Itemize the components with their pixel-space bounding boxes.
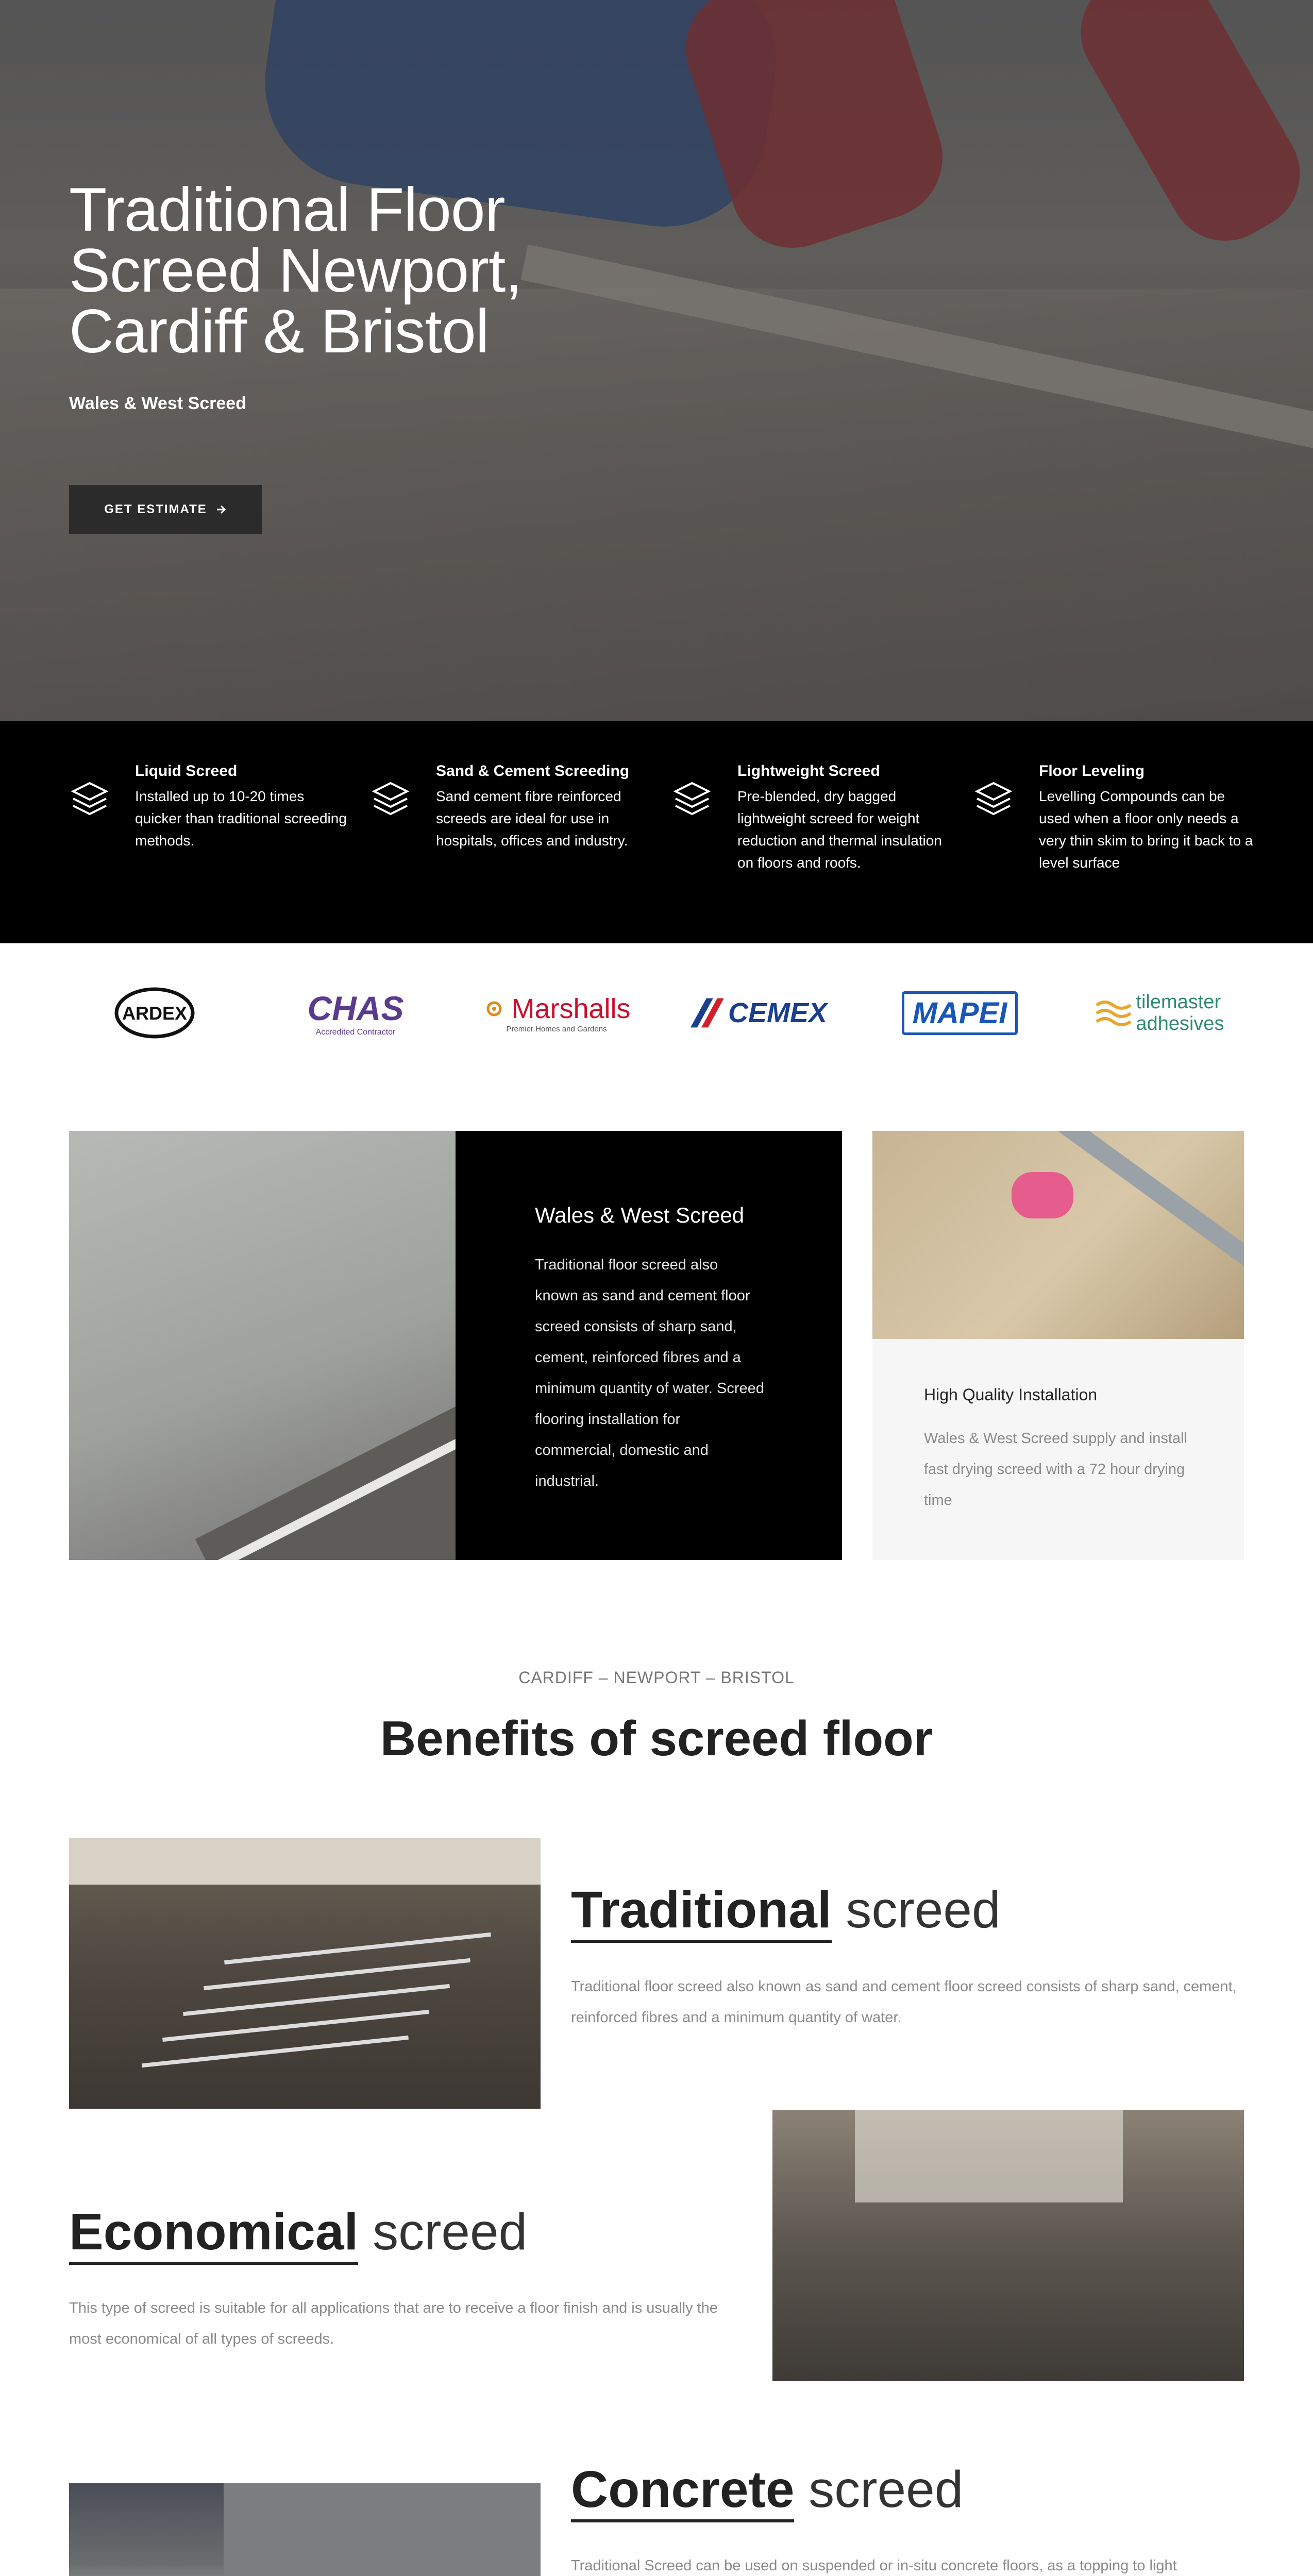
tilemaster-text-1: tilemaster bbox=[1136, 991, 1221, 1013]
services-strip bbox=[0, 721, 1313, 943]
service-title: Floor Leveling bbox=[1039, 762, 1145, 779]
service-desc: Sand cement fibre reinforced screeds are ideal for use in hospitals, offices and industry. bbox=[436, 788, 628, 849]
layers-icon bbox=[69, 778, 110, 819]
partner-logos bbox=[0, 943, 1313, 1067]
arrow-right-icon bbox=[215, 504, 227, 515]
quality-photo bbox=[872, 1131, 1244, 1339]
economical-heading bbox=[69, 2202, 527, 2262]
layers-icon bbox=[973, 778, 1014, 819]
quality-photo-straightedge bbox=[1049, 1131, 1244, 1294]
heading-thin: screed bbox=[373, 2203, 528, 2261]
layers-icon bbox=[671, 778, 713, 819]
hero-subtitle: Wales & West Screed bbox=[69, 394, 246, 413]
tilemaster-text-2: adhesives bbox=[1136, 1013, 1224, 1035]
marshalls-logo-text: Marshalls bbox=[511, 993, 631, 1024]
chas-logo-sub: Accredited Contractor bbox=[315, 1028, 396, 1037]
heading-strong: Traditional bbox=[571, 1881, 832, 1943]
ardex-logo bbox=[113, 985, 196, 1041]
service-title: Liquid Screed bbox=[135, 762, 238, 779]
benefits-kicker: CARDIFF – NEWPORT – BRISTOL bbox=[518, 1668, 795, 1687]
mapei-logo-text: MAPEI bbox=[902, 991, 1018, 1035]
concrete-screed-photo bbox=[69, 2483, 541, 2576]
benefits-title: Benefits of screed floor bbox=[380, 1711, 933, 1766]
service-title: Sand & Cement Screeding bbox=[436, 762, 630, 779]
tilemaster-waves-icon bbox=[1095, 995, 1136, 1031]
chas-logo bbox=[296, 985, 415, 1041]
traditional-screed-photo bbox=[69, 1838, 541, 2109]
about-photo-screed-floor bbox=[69, 1131, 456, 1560]
service-desc: Pre-blended, dry bagged lightweight screed for weight reduction and thermal insulation on floors and roofs. bbox=[737, 788, 942, 871]
heading-strong: Economical bbox=[69, 2203, 358, 2265]
about-photo-rough-area bbox=[195, 1399, 456, 1560]
cemex-logo bbox=[691, 985, 827, 1041]
concrete-desc: Traditional Screed can be used on suspended or in-situ concrete floors, as a topping to light bbox=[571, 2557, 1177, 2574]
marshalls-sun-icon bbox=[482, 997, 506, 1021]
about-desc: Traditional floor screed also known as sand and cement floor screed consists of sharp sand, cement, reinforced fibres and a minimum quantity of water. Screed flooring installation for commercial, domestic and industrial. bbox=[535, 1257, 764, 1489]
photo-window-light bbox=[855, 2110, 1123, 2202]
economical-desc: This type of screed is suitable for all applications that are to receive a floor finish and is usually the most economical of all types of screeds. bbox=[69, 2300, 718, 2347]
tilemaster-logo bbox=[1090, 985, 1229, 1041]
hero-section bbox=[0, 0, 1313, 721]
economical-screed-photo bbox=[772, 2110, 1244, 2381]
quality-title: High Quality Installation bbox=[924, 1385, 1098, 1404]
quality-photo-glove bbox=[1012, 1172, 1073, 1218]
about-title: Wales & West Screed bbox=[535, 1203, 745, 1227]
marshalls-logo bbox=[479, 985, 634, 1041]
service-desc: Levelling Compounds can be used when a floor only needs a very thin skim to bring it back to a level surface bbox=[1039, 788, 1253, 871]
heading-strong: Concrete bbox=[571, 2461, 794, 2522]
get-estimate-label: GET ESTIMATE bbox=[104, 502, 207, 516]
service-title: Lightweight Screed bbox=[737, 762, 880, 779]
get-estimate-button[interactable] bbox=[69, 485, 262, 534]
about-card bbox=[456, 1131, 842, 1560]
hero-title: Traditional Floor Screed Newport, Cardiff & Bristol bbox=[69, 175, 522, 366]
cemex-logo-text: CEMEX bbox=[728, 997, 827, 1028]
photo-wall bbox=[69, 1838, 541, 1885]
photo-pipe bbox=[142, 2036, 409, 2067]
traditional-desc: Traditional floor screed also known as sand and cement floor screed consists of sharp sand, cement, reinforced fibres and a minimum quantity of water. bbox=[571, 1978, 1237, 2026]
service-desc: Installed up to 10-20 times quicker than traditional screeding methods. bbox=[135, 788, 347, 849]
quality-desc: Wales & West Screed supply and install fast drying screed with a 72 hour drying time bbox=[924, 1430, 1187, 1509]
layers-icon bbox=[370, 778, 411, 819]
heading-thin: screed bbox=[809, 2461, 964, 2518]
chas-logo-text: CHAS bbox=[307, 989, 404, 1027]
traditional-heading bbox=[571, 1880, 1001, 1940]
ardex-logo-text: ARDEX bbox=[122, 1003, 188, 1024]
quality-card bbox=[872, 1339, 1244, 1560]
photo-wall bbox=[224, 2483, 541, 2576]
concrete-heading bbox=[571, 2460, 963, 2519]
heading-thin: screed bbox=[846, 1881, 1001, 1939]
marshalls-logo-sub: Premier Homes and Gardens bbox=[506, 1024, 607, 1033]
mapei-logo bbox=[886, 985, 1033, 1041]
